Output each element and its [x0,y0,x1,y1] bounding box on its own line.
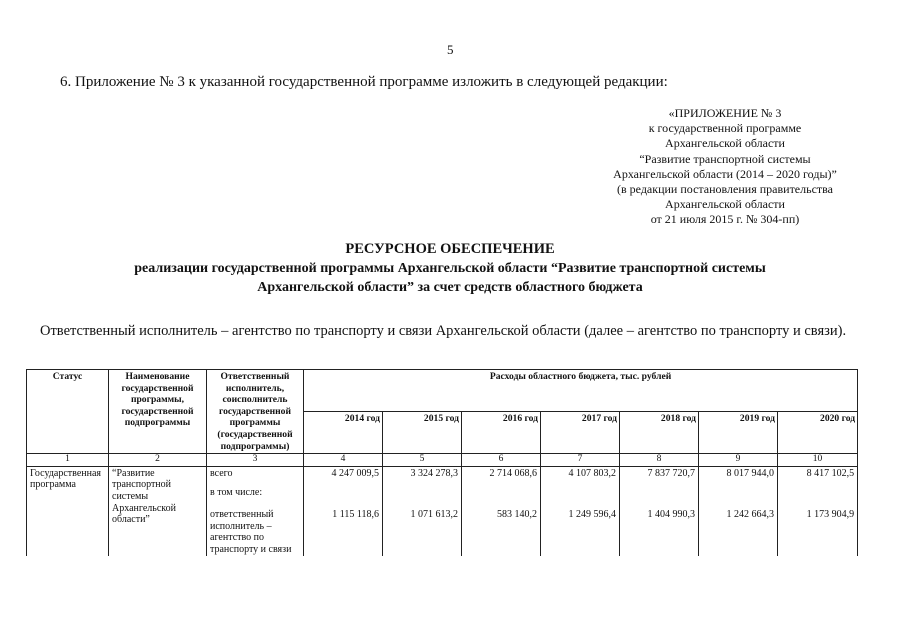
column-number: 9 [699,454,778,467]
row-total-label: всего [207,466,304,480]
row-including-label: в том числе: [207,480,304,500]
agency-value: 1 404 990,3 [620,500,699,556]
empty-cell [304,480,383,500]
agency-value: 1 242 664,3 [699,500,778,556]
header-year: 2020 год [778,412,858,454]
appendix-line: Архангельской области [665,197,785,212]
appendix-line: Архангельской области [665,136,785,151]
header-expenses: Расходы областного бюджета, тыс. рублей [304,370,858,412]
column-number: 3 [207,454,304,467]
responsible-executor-text: Ответственный исполнитель – агентство по транспорту и связи Архангельской области (далее – агентство по транспорту и связи). [40,323,847,339]
agency-value: 1 071 613,2 [383,500,462,556]
total-value: 4 247 009,5 [304,466,383,480]
total-value: 4 107 803,2 [541,466,620,480]
item-6-paragraph: 6. Приложение № 3 к указанной государственной программе изложить в следующей редакции: [60,74,668,90]
column-number-row [27,454,858,467]
title-line-2: реализации государственной программы Архангельской области “Развитие транспортной системы [134,261,766,276]
appendix-header [575,106,875,228]
empty-cell [699,480,778,500]
header-year: 2019 год [699,412,778,454]
empty-cell [383,480,462,500]
appendix-line: от 21 июля 2015 г. № 304-пп) [650,212,800,227]
appendix-line: к государственной программе [648,121,802,136]
table-row [27,466,858,480]
row-name: “Развитие транспортной системы Архангельской области” [109,466,207,556]
column-number: 2 [109,454,207,467]
column-number: 8 [620,454,699,467]
empty-cell [778,480,858,500]
header-responsible: Ответственный исполнитель, соисполнитель государственной программы (государственной подпрограммы) [207,370,304,454]
empty-cell [541,480,620,500]
agency-value: 1 173 904,9 [778,500,858,556]
total-value: 8 017 944,0 [699,466,778,480]
agency-value: 583 140,2 [462,500,541,556]
document-title [60,240,840,297]
column-number: 6 [462,454,541,467]
header-year: 2017 год [541,412,620,454]
row-agency-label: ответственный исполнитель – агентство по транспорту и связи [207,500,304,556]
header-name: Наименование государственной программы, государственной подпрограммы [109,370,207,454]
empty-cell [462,480,541,500]
column-number: 4 [304,454,383,467]
column-number: 10 [778,454,858,467]
header-year: 2014 год [304,412,383,454]
title-line-1: РЕСУРСНОЕ ОБЕСПЕЧЕНИЕ [345,241,555,257]
column-number: 5 [383,454,462,467]
appendix-line: “Развитие транспортной системы [639,151,811,166]
title-line-3: Архангельской области” за счет средств областного бюджета [257,280,643,295]
column-number: 7 [541,454,620,467]
column-number: 1 [27,454,109,467]
agency-value: 1 115 118,6 [304,500,383,556]
empty-cell [620,480,699,500]
header-status: Статус [27,370,109,454]
header-year: 2015 год [383,412,462,454]
page-number: 5 [447,42,454,57]
row-status: Государственная программа [27,466,109,556]
header-year: 2018 год [620,412,699,454]
total-value: 2 714 068,6 [462,466,541,480]
budget-table [26,369,858,556]
appendix-line: Архангельской области (2014 – 2020 годы)” [613,166,837,181]
total-value: 7 837 720,7 [620,466,699,480]
appendix-line: «ПРИЛОЖЕНИЕ № 3 [668,106,782,120]
total-value: 3 324 278,3 [383,466,462,480]
agency-value: 1 249 596,4 [541,500,620,556]
appendix-line: (в редакции постановления правительства [617,182,833,197]
total-value: 8 417 102,5 [778,466,858,480]
header-year: 2016 год [462,412,541,454]
